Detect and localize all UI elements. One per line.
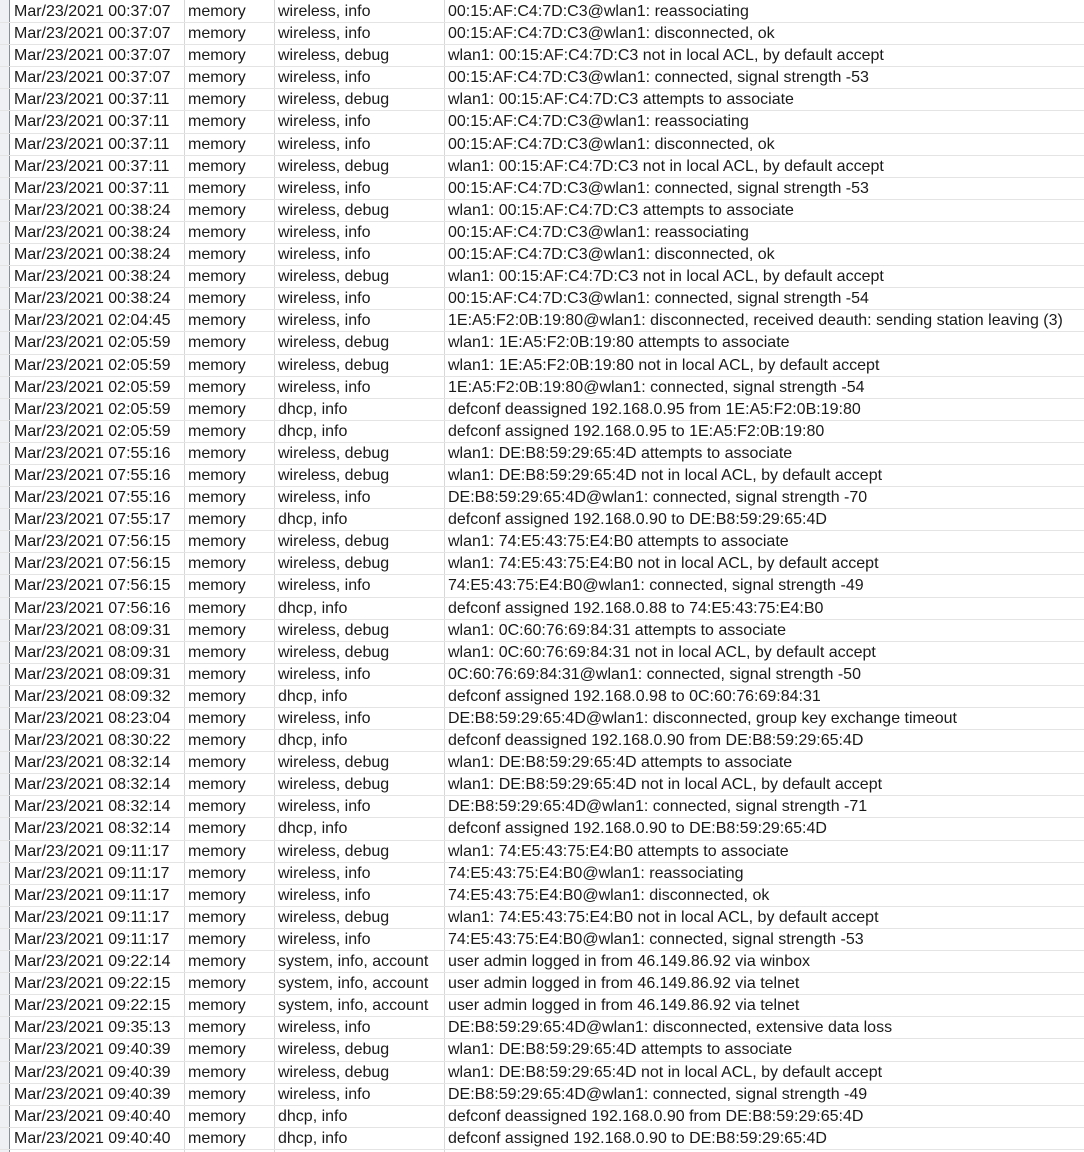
log-message-cell: wlan1: 74:E5:43:75:E4:B0 attempts to associate: [448, 842, 789, 860]
log-row[interactable]: [0, 752, 1084, 774]
log-time-cell: Mar/23/2021 08:09:31: [14, 621, 171, 639]
log-row[interactable]: [0, 1, 1084, 23]
log-buffer-cell: memory: [188, 930, 246, 948]
log-buffer-cell: memory: [188, 113, 246, 131]
log-message-cell: defconf assigned 192.168.0.90 to DE:B8:59:29:65:4D: [448, 511, 827, 529]
log-row[interactable]: [0, 1106, 1084, 1128]
log-time-cell: Mar/23/2021 09:40:39: [14, 1041, 171, 1059]
log-time-cell: Mar/23/2021 07:55:17: [14, 511, 171, 529]
log-row[interactable]: [0, 1017, 1084, 1039]
log-topics-cell: wireless, debug: [278, 533, 390, 551]
log-message-cell: wlan1: DE:B8:59:29:65:4D attempts to associate: [448, 444, 793, 462]
log-buffer-cell: memory: [188, 378, 246, 396]
log-time-cell: Mar/23/2021 00:37:11: [14, 113, 170, 131]
log-topics-cell: dhcp, info: [278, 820, 348, 838]
log-message-cell: 00:15:AF:C4:7D:C3@wlan1: reassociating: [448, 113, 749, 131]
log-time-cell: Mar/23/2021 00:37:07: [14, 47, 171, 65]
log-buffer-cell: memory: [188, 334, 246, 352]
log-topics-cell: wireless, debug: [278, 201, 390, 219]
log-time-cell: Mar/23/2021 00:37:07: [14, 69, 171, 87]
log-row[interactable]: [0, 1084, 1084, 1106]
log-row[interactable]: [0, 686, 1084, 708]
log-buffer-cell: memory: [188, 776, 246, 794]
log-time-cell: Mar/23/2021 08:09:31: [14, 665, 171, 683]
log-message-cell: DE:B8:59:29:65:4D@wlan1: disconnected, group key exchange timeout: [448, 710, 957, 727]
log-message-cell: 1E:A5:F2:0B:19:80@wlan1: disconnected, received deauth: sending station leaving (3): [448, 312, 1063, 330]
log-buffer-cell: memory: [188, 25, 246, 43]
log-row[interactable]: [0, 45, 1084, 67]
log-buffer-cell: memory: [188, 820, 246, 838]
log-message-cell: 00:15:AF:C4:7D:C3@wlan1: disconnected, ok: [448, 135, 775, 153]
log-buffer-cell: memory: [188, 246, 246, 264]
log-topics-cell: wireless, debug: [278, 754, 390, 772]
log-buffer-cell: memory: [188, 864, 246, 882]
log-buffer-cell: memory: [188, 754, 246, 772]
log-time-cell: Mar/23/2021 02:05:59: [14, 356, 171, 374]
log-topics-cell: system, info, account: [278, 975, 429, 993]
log-time-cell: Mar/23/2021 09:35:13: [14, 1019, 171, 1037]
log-message-cell: defconf assigned 192.168.0.90 to DE:B8:59:29:65:4D: [448, 820, 827, 838]
log-buffer-cell: memory: [188, 91, 246, 109]
log-message-cell: wlan1: 00:15:AF:C4:7D:C3 attempts to associate: [448, 201, 794, 219]
log-row[interactable]: [0, 774, 1084, 796]
log-message-cell: wlan1: DE:B8:59:29:65:4D not in local ACL, by default accept: [448, 466, 883, 484]
log-topics-cell: wireless, debug: [278, 444, 390, 462]
log-buffer-cell: memory: [188, 599, 246, 617]
log-buffer-cell: memory: [188, 290, 246, 308]
log-message-cell: 74:E5:43:75:E4:B0@wlan1: connected, signal strength -49: [448, 577, 864, 595]
log-time-cell: Mar/23/2021 08:32:14: [14, 754, 171, 772]
log-message-cell: wlan1: 74:E5:43:75:E4:B0 not in local ACL, by default accept: [448, 555, 879, 573]
log-buffer-cell: memory: [188, 135, 246, 153]
log-row[interactable]: [0, 266, 1084, 288]
log-message-cell: defconf assigned 192.168.0.98 to 0C:60:76:69:84:31: [448, 687, 821, 705]
log-buffer-cell: memory: [188, 798, 246, 816]
log-message-cell: wlan1: 1E:A5:F2:0B:19:80 not in local ACL, by default accept: [448, 356, 880, 374]
log-topics-cell: dhcp, info: [278, 511, 348, 529]
log-buffer-cell: memory: [188, 643, 246, 661]
log-buffer-cell: memory: [188, 201, 246, 219]
log-buffer-cell: memory: [188, 732, 246, 750]
log-row[interactable]: [0, 443, 1084, 465]
log-time-cell: Mar/23/2021 02:04:45: [14, 312, 171, 330]
log-time-cell: Mar/23/2021 00:38:24: [14, 246, 171, 264]
log-message-cell: wlan1: 0C:60:76:69:84:31 attempts to associate: [448, 621, 786, 639]
log-topics-cell: wireless, debug: [278, 356, 390, 374]
log-topics-cell: wireless, debug: [278, 621, 390, 639]
log-time-cell: Mar/23/2021 08:32:14: [14, 776, 171, 794]
log-time-cell: Mar/23/2021 02:05:59: [14, 400, 171, 418]
log-buffer-cell: memory: [188, 975, 246, 993]
log-time-cell: Mar/23/2021 07:56:15: [14, 555, 171, 573]
log-topics-cell: system, info, account: [278, 953, 429, 971]
log-message-cell: 00:15:AF:C4:7D:C3@wlan1: disconnected, ok: [448, 246, 775, 264]
log-topics-cell: dhcp, info: [278, 1107, 348, 1125]
log-message-cell: defconf assigned 192.168.0.95 to 1E:A5:F2:0B:19:80: [448, 422, 825, 440]
log-message-cell: user admin logged in from 46.149.86.92 via telnet: [448, 997, 800, 1015]
log-time-cell: Mar/23/2021 02:05:59: [14, 378, 171, 396]
log-buffer-cell: memory: [188, 1085, 246, 1103]
log-message-cell: wlan1: DE:B8:59:29:65:4D not in local ACL, by default accept: [448, 1063, 883, 1081]
log-topics-cell: wireless, info: [278, 577, 371, 595]
log-time-cell: Mar/23/2021 07:55:16: [14, 444, 171, 462]
log-buffer-cell: memory: [188, 3, 246, 20]
log-row[interactable]: [0, 487, 1084, 509]
log-row[interactable]: [0, 134, 1084, 156]
log-row[interactable]: [0, 929, 1084, 951]
log-buffer-cell: memory: [188, 908, 246, 926]
log-row[interactable]: [0, 465, 1084, 487]
log-topics-cell: wireless, info: [278, 489, 371, 507]
log-topics-cell: wireless, info: [278, 179, 371, 197]
log-message-cell: 00:15:AF:C4:7D:C3@wlan1: connected, signal strength -53: [448, 69, 869, 87]
log-topics-cell: wireless, info: [278, 3, 371, 20]
log-time-cell: Mar/23/2021 00:38:24: [14, 223, 171, 241]
log-time-cell: Mar/23/2021 09:40:40: [14, 1107, 171, 1125]
log-topics-cell: wireless, debug: [278, 908, 390, 926]
log-message-cell: 00:15:AF:C4:7D:C3@wlan1: reassociating: [448, 223, 749, 241]
log-buffer-cell: memory: [188, 577, 246, 595]
log-time-cell: Mar/23/2021 02:05:59: [14, 334, 171, 352]
log-message-cell: 74:E5:43:75:E4:B0@wlan1: reassociating: [448, 864, 744, 882]
log-time-cell: Mar/23/2021 09:11:17: [14, 930, 170, 948]
log-time-cell: Mar/23/2021 08:09:32: [14, 687, 171, 705]
log-message-cell: wlan1: 74:E5:43:75:E4:B0 not in local ACL, by default accept: [448, 908, 879, 926]
log-message-cell: 0C:60:76:69:84:31@wlan1: connected, signal strength -50: [448, 665, 861, 683]
log-topics-cell: wireless, debug: [278, 1063, 390, 1081]
log-time-cell: Mar/23/2021 02:05:59: [14, 422, 171, 440]
log-topics-cell: dhcp, info: [278, 687, 348, 705]
log-time-cell: Mar/23/2021 09:11:17: [14, 864, 170, 882]
log-buffer-cell: memory: [188, 1019, 246, 1037]
log-time-cell: Mar/23/2021 08:09:31: [14, 643, 171, 661]
log-topics-cell: wireless, info: [278, 378, 371, 396]
log-topics-cell: wireless, debug: [278, 466, 390, 484]
log-message-cell: 00:15:AF:C4:7D:C3@wlan1: connected, signal strength -53: [448, 179, 869, 197]
log-buffer-cell: memory: [188, 555, 246, 573]
log-time-cell: Mar/23/2021 00:37:11: [14, 179, 170, 197]
log-time-cell: Mar/23/2021 00:37:11: [14, 157, 170, 175]
log-buffer-cell: memory: [188, 1107, 246, 1125]
log-row[interactable]: [0, 598, 1084, 620]
log-list: [0, 1, 1084, 1150]
log-time-cell: Mar/23/2021 00:38:24: [14, 290, 171, 308]
log-topics-cell: wireless, info: [278, 864, 371, 882]
log-topics-cell: wireless, debug: [278, 157, 390, 175]
log-time-cell: Mar/23/2021 09:40:40: [14, 1129, 171, 1147]
log-time-cell: Mar/23/2021 09:11:17: [14, 886, 170, 904]
log-row[interactable]: [0, 708, 1084, 730]
log-row[interactable]: [0, 377, 1084, 399]
log-row[interactable]: [0, 332, 1084, 354]
log-time-cell: Mar/23/2021 09:22:15: [14, 997, 171, 1015]
log-time-cell: Mar/23/2021 09:11:17: [14, 842, 170, 860]
log-time-cell: Mar/23/2021 09:22:14: [14, 953, 171, 971]
log-buffer-cell: memory: [188, 665, 246, 683]
log-topics-cell: dhcp, info: [278, 732, 348, 750]
log-buffer-cell: memory: [188, 312, 246, 330]
log-buffer-cell: memory: [188, 997, 246, 1015]
log-buffer-cell: memory: [188, 489, 246, 507]
log-buffer-cell: memory: [188, 511, 246, 529]
log-buffer-cell: memory: [188, 422, 246, 440]
log-buffer-cell: memory: [188, 533, 246, 551]
log-time-cell: Mar/23/2021 00:37:11: [14, 91, 170, 109]
log-row[interactable]: [0, 178, 1084, 200]
log-message-cell: wlan1: 0C:60:76:69:84:31 not in local ACL, by default accept: [448, 643, 876, 661]
log-row[interactable]: [0, 111, 1084, 133]
log-topics-cell: wireless, info: [278, 69, 371, 87]
log-time-cell: Mar/23/2021 09:40:39: [14, 1085, 171, 1103]
log-topics-cell: wireless, info: [278, 223, 371, 241]
log-row[interactable]: [0, 200, 1084, 222]
log-buffer-cell: memory: [188, 842, 246, 860]
log-buffer-cell: memory: [188, 621, 246, 639]
log-row[interactable]: [0, 222, 1084, 244]
log-row[interactable]: [0, 642, 1084, 664]
log-topics-cell: wireless, info: [278, 930, 371, 948]
log-topics-cell: dhcp, info: [278, 1129, 348, 1147]
log-time-cell: Mar/23/2021 09:11:17: [14, 908, 170, 926]
log-buffer-cell: memory: [188, 710, 246, 727]
log-time-cell: Mar/23/2021 08:32:14: [14, 820, 171, 838]
log-time-cell: Mar/23/2021 00:37:07: [14, 3, 171, 20]
log-time-cell: Mar/23/2021 00:37:07: [14, 25, 171, 43]
log-message-cell: defconf deassigned 192.168.0.95 from 1E:A5:F2:0B:19:80: [448, 400, 861, 418]
log-time-cell: Mar/23/2021 08:32:14: [14, 798, 171, 816]
log-topics-cell: wireless, debug: [278, 643, 390, 661]
log-row[interactable]: [0, 841, 1084, 863]
log-message-cell: defconf deassigned 192.168.0.90 from DE:B8:59:29:65:4D: [448, 732, 864, 750]
log-time-cell: Mar/23/2021 09:22:15: [14, 975, 171, 993]
log-message-cell: wlan1: 74:E5:43:75:E4:B0 attempts to associate: [448, 533, 789, 551]
log-message-cell: DE:B8:59:29:65:4D@wlan1: disconnected, extensive data loss: [448, 1019, 893, 1037]
log-message-cell: wlan1: 00:15:AF:C4:7D:C3 not in local ACL, by default accept: [448, 47, 884, 65]
log-row[interactable]: [0, 863, 1084, 885]
log-row[interactable]: [0, 421, 1084, 443]
log-row[interactable]: [0, 885, 1084, 907]
log-buffer-cell: memory: [188, 223, 246, 241]
log-topics-cell: wireless, info: [278, 1085, 371, 1103]
log-topics-cell: wireless, info: [278, 665, 371, 683]
log-row[interactable]: [0, 355, 1084, 377]
log-row[interactable]: [0, 951, 1084, 973]
log-message-cell: defconf assigned 192.168.0.90 to DE:B8:59:29:65:4D: [448, 1129, 827, 1147]
log-topics-cell: dhcp, info: [278, 599, 348, 617]
log-buffer-cell: memory: [188, 47, 246, 65]
log-message-cell: DE:B8:59:29:65:4D@wlan1: connected, signal strength -49: [448, 1085, 868, 1103]
log-message-cell: defconf deassigned 192.168.0.90 from DE:B8:59:29:65:4D: [448, 1107, 864, 1125]
log-topics-cell: wireless, info: [278, 710, 371, 727]
log-time-cell: Mar/23/2021 07:55:16: [14, 489, 171, 507]
log-row[interactable]: [0, 907, 1084, 929]
log-topics-cell: wireless, info: [278, 886, 371, 904]
log-row[interactable]: [0, 399, 1084, 421]
log-topics-cell: system, info, account: [278, 997, 429, 1015]
log-topics-cell: wireless, debug: [278, 47, 390, 65]
log-message-cell: 00:15:AF:C4:7D:C3@wlan1: connected, signal strength -54: [448, 290, 869, 308]
log-topics-cell: wireless, debug: [278, 268, 390, 286]
log-message-cell: 00:15:AF:C4:7D:C3@wlan1: reassociating: [448, 3, 749, 20]
log-topics-cell: wireless, debug: [278, 842, 390, 860]
log-topics-cell: wireless, debug: [278, 334, 390, 352]
log-message-cell: 74:E5:43:75:E4:B0@wlan1: connected, signal strength -53: [448, 930, 864, 948]
log-time-cell: Mar/23/2021 07:56:16: [14, 599, 171, 617]
log-row[interactable]: [0, 156, 1084, 178]
log-row[interactable]: [0, 796, 1084, 818]
log-buffer-cell: memory: [188, 953, 246, 971]
log-message-cell: 00:15:AF:C4:7D:C3@wlan1: disconnected, ok: [448, 25, 775, 43]
log-row[interactable]: [0, 818, 1084, 840]
log-time-cell: Mar/23/2021 00:38:24: [14, 201, 171, 219]
log-row[interactable]: [0, 23, 1084, 45]
log-buffer-cell: memory: [188, 466, 246, 484]
log-row[interactable]: [0, 89, 1084, 111]
log-message-cell: user admin logged in from 46.149.86.92 via winbox: [448, 953, 810, 971]
log-row[interactable]: [0, 730, 1084, 752]
log-row[interactable]: [0, 244, 1084, 266]
log-topics-cell: wireless, info: [278, 135, 371, 153]
log-time-cell: Mar/23/2021 07:56:15: [14, 577, 171, 595]
log-row[interactable]: [0, 553, 1084, 575]
log-message-cell: wlan1: 00:15:AF:C4:7D:C3 not in local ACL, by default accept: [448, 268, 884, 286]
log-row[interactable]: [0, 531, 1084, 553]
log-buffer-cell: memory: [188, 1129, 246, 1147]
log-buffer-cell: memory: [188, 400, 246, 418]
log-row[interactable]: [0, 1062, 1084, 1084]
log-message-cell: wlan1: DE:B8:59:29:65:4D attempts to associate: [448, 754, 793, 772]
log-buffer-cell: memory: [188, 1041, 246, 1059]
log-time-cell: Mar/23/2021 09:40:39: [14, 1063, 171, 1081]
log-row[interactable]: [0, 575, 1084, 597]
log-row[interactable]: [0, 310, 1084, 332]
log-topics-cell: wireless, info: [278, 312, 371, 330]
log-message-cell: wlan1: 00:15:AF:C4:7D:C3 not in local ACL, by default accept: [448, 157, 884, 175]
log-message-cell: wlan1: DE:B8:59:29:65:4D not in local ACL, by default accept: [448, 776, 883, 794]
log-buffer-cell: memory: [188, 886, 246, 904]
log-time-cell: Mar/23/2021 07:56:15: [14, 533, 171, 551]
log-buffer-cell: memory: [188, 444, 246, 462]
log-topics-cell: dhcp, info: [278, 422, 348, 440]
log-topics-cell: wireless, debug: [278, 776, 390, 794]
log-topics-cell: wireless, info: [278, 1019, 371, 1037]
log-buffer-cell: memory: [188, 69, 246, 87]
log-row[interactable]: [0, 67, 1084, 89]
log-message-cell: user admin logged in from 46.149.86.92 via telnet: [448, 975, 800, 993]
log-topics-cell: wireless, info: [278, 290, 371, 308]
log-buffer-cell: memory: [188, 1063, 246, 1081]
log-row[interactable]: [0, 1039, 1084, 1061]
log-row[interactable]: [0, 509, 1084, 531]
log-topics-cell: wireless, info: [278, 798, 371, 816]
log-message-cell: defconf assigned 192.168.0.88 to 74:E5:43:75:E4:B0: [448, 599, 824, 617]
log-topics-cell: wireless, debug: [278, 91, 390, 109]
log-row[interactable]: [0, 288, 1084, 310]
log-buffer-cell: memory: [188, 268, 246, 286]
log-row[interactable]: [0, 973, 1084, 995]
log-row[interactable]: [0, 664, 1084, 686]
log-buffer-cell: memory: [188, 687, 246, 705]
log-topics-cell: dhcp, info: [278, 400, 348, 418]
log-topics-cell: wireless, info: [278, 25, 371, 43]
log-time-cell: Mar/23/2021 00:38:24: [14, 268, 171, 286]
log-topics-cell: wireless, debug: [278, 1041, 390, 1059]
log-row[interactable]: [0, 1128, 1084, 1150]
log-time-cell: Mar/23/2021 00:37:11: [14, 135, 170, 153]
log-message-cell: DE:B8:59:29:65:4D@wlan1: connected, signal strength -71: [448, 798, 868, 816]
log-buffer-cell: memory: [188, 179, 246, 197]
log-topics-cell: wireless, info: [278, 246, 371, 264]
log-buffer-cell: memory: [188, 356, 246, 374]
log-row[interactable]: [0, 620, 1084, 642]
log-row[interactable]: [0, 995, 1084, 1017]
log-message-cell: 74:E5:43:75:E4:B0@wlan1: disconnected, ok: [448, 886, 770, 904]
log-buffer-cell: memory: [188, 157, 246, 175]
log-message-cell: wlan1: 1E:A5:F2:0B:19:80 attempts to associate: [448, 334, 790, 352]
log-topics-cell: wireless, debug: [278, 555, 390, 573]
log-time-cell: Mar/23/2021 08:23:04: [14, 710, 171, 727]
log-time-cell: Mar/23/2021 08:30:22: [14, 732, 171, 750]
log-message-cell: DE:B8:59:29:65:4D@wlan1: connected, signal strength -70: [448, 489, 868, 507]
log-message-cell: wlan1: 00:15:AF:C4:7D:C3 attempts to associate: [448, 91, 794, 109]
log-topics-cell: wireless, info: [278, 113, 371, 131]
log-message-cell: 1E:A5:F2:0B:19:80@wlan1: connected, signal strength -54: [448, 378, 865, 396]
log-message-cell: wlan1: DE:B8:59:29:65:4D attempts to associate: [448, 1041, 793, 1059]
log-time-cell: Mar/23/2021 07:55:16: [14, 466, 171, 484]
